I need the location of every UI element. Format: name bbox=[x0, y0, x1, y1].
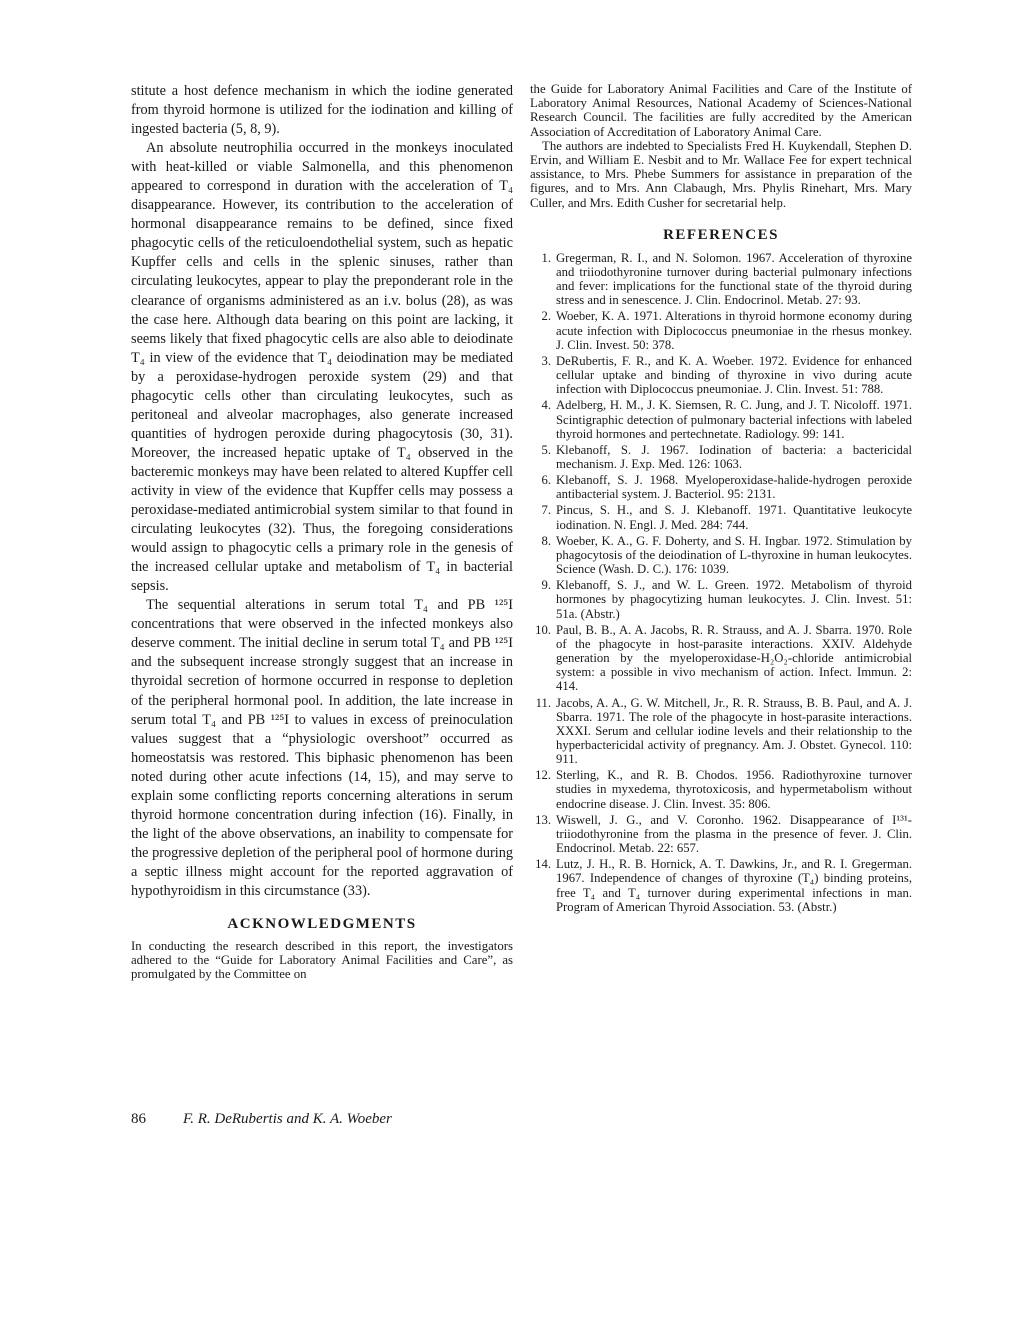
acknowledgments-thanks: The authors are indebted to Specialists Fred H. Kuykendall, Stephen D. Ervin, and William E. Nesbit and to Mr. Wallace Fee for expert technical assistance, to Mrs. Phebe Summers for assistance in preparation of the figures, and to Mrs. Ann Clabaugh, Mrs. Phylis Rinehart, Mrs. Mary Culler, and Mrs. Edith Cusher for secretarial help. bbox=[530, 138, 912, 210]
reference-number: 6. bbox=[541, 473, 551, 488]
reference-item bbox=[530, 623, 912, 694]
reference-number: 12. bbox=[535, 768, 551, 783]
right-column bbox=[530, 82, 912, 916]
reference-text: Klebanoff, S. J. 1967. Iodination of bacteria: a bactericidal mechanism. J. Exp. Med. 126: 1063. bbox=[556, 442, 912, 472]
reference-text: DeRubertis, F. R., and K. A. Woeber. 1972. Evidence for enhanced cellular uptake and binding of thyroxine in vivo during acute infection with Diplococcus pneumoniae. J. Clin. Invest. 51: 788. bbox=[556, 353, 912, 397]
reference-number: 14. bbox=[535, 857, 551, 872]
reference-text: Pincus, S. H., and S. J. Klebanoff. 1971. Quantitative leukocyte iodination. N. Engl. J. Med. 284: 744. bbox=[556, 503, 912, 532]
reference-text: Lutz, J. H., R. B. Hornick, A. T. Dawkins, Jr., and R. I. Gregerman. 1967. Independence of changes of thyroxine (T₄) binding proteins, free T₄ and T₄ turnover during experimental infections in man. Program of American Thyroid Association. 53. (Abstr.) bbox=[556, 857, 912, 914]
body-paragraph: An absolute neutrophilia occurred in the monkeys inoculated with heat-killed or viable Salmonella, and this phenomenon appeared to correspond in duration with the acceleration of T₄ disappearance. However, its contribution to the acceleration of hormonal disappearance remains to be defined, since fixed phagocytic cells of the reticuloendothelial system, such as hepatic Kupffer cells and cells in the splenic sinuses, rather than circulating leukocytes, appear to play the preponderant role in the clearance of organisms administered as an i.v. bolus (28), as was the case here. Although data bearing on this point are lacking, it seems likely that fixed phagocytic cells are also able to deiodinate T₄ in view of the evidence that T₄ deiodination may be mediated by a peroxidase-hydrogen peroxide system (29) and that phagocytic cells other than circulating leukocytes, such as peritoneal and alveolar macrophages, also generate increased quantities of hydrogen peroxide during phagocytosis (30, 31). Moreover, the increased hepatic uptake of T₄ observed in the bacteremic monkeys may have been related to altered Kupffer cell activity in view of the evidence that Kupffer cells may possess a peroxidase-mediated antimicrobial system similar to that found in circulating leukocytes (32). Thus, the foregoing considerations would assign to phagocytic cells a primary role in the genesis of the increased cellular uptake and metabolism of T₄ in bacterial sepsis. bbox=[131, 140, 513, 595]
acknowledgments-continued: the Guide for Laboratory Animal Facilities and Care of the Institute of Laboratory Animal Resources, National Academy of Sciences-National Research Council. The facilities are fully accredited by the American Association of Accreditation of Laboratory Animal Care. bbox=[530, 82, 912, 139]
references-heading: REFERENCES bbox=[663, 226, 779, 243]
reference-text: Woeber, K. A. 1971. Alterations in thyroid hormone economy during acute infection with Diplococcus pneumoniae in the rhesus monkey. J. Clin. Invest. 50: 378. bbox=[556, 309, 912, 352]
body-paragraph: The sequential alterations in serum total T₄ and PB ¹²⁵I concentrations that were observed in the infected monkeys also deserve comment. The initial decline in serum total T₄ and PB ¹²⁵I and the subsequent increase strongly suggest that an increase in thyroidal secretion of hormone occurred in response to depletion of the peripheral hormonal pool. In addition, the late increase in serum total T₄ and PB ¹²⁵I to values in excess of preinoculation values suggest that a “physiologic overshoot” occurred as homeostatsis was restored. This biphasic phenomenon has been noted during other acute infections (14, 15), and may serve to explain some conflicting reports concerning alterations in serum thyroid hormone concentration during infection (16). Finally, in the light of the above observations, an inability to compensate for the progressive depletion of the peripheral pool of hormone during a septic illness might account for the reported aggravation of hypothyroidism in this circumstance (33). bbox=[131, 597, 513, 899]
reference-item bbox=[530, 578, 912, 620]
reference-item bbox=[530, 813, 912, 855]
reference-text: Paul, B. B., A. A. Jacobs, R. R. Strauss, and A. J. Sbarra. 1970. Role of the phagocyte in host-parasite interactions. XXIV. Aldehyde generation by the myeloperoxidase-H₂O₂-chloride antimicrobial system: a possible in vivo mechanism of action. Infect. Immun. 2: 414. bbox=[556, 622, 912, 694]
reference-item bbox=[530, 354, 912, 396]
reference-number: 10. bbox=[535, 622, 551, 637]
reference-number: 4. bbox=[541, 398, 551, 413]
reference-text: Klebanoff, S. J., and W. L. Green. 1972. Metabolism of thyroid hormones by phagocytizing human leukocytes. J. Clin. Invest. 51: 51a. (Abstr.) bbox=[556, 578, 912, 621]
reference-number: 13. bbox=[535, 812, 551, 827]
reference-number: 7. bbox=[541, 503, 551, 518]
reference-item bbox=[530, 857, 912, 914]
reference-item bbox=[530, 534, 912, 576]
page-number: 86 bbox=[131, 1111, 146, 1127]
reference-item bbox=[530, 503, 912, 531]
reference-list bbox=[530, 251, 912, 914]
reference-text: Woeber, K. A., G. F. Doherty, and S. H. Ingbar. 1972. Stimulation by phagocytosis of the deiodination of L-thyroxine in human leukocytes. Science (Wash. D. C.). 176: 1039. bbox=[556, 533, 912, 577]
acknowledgments-text: In conducting the research described in this report, the investigators adhered to the “Guide for Laboratory Animal Facilities and Care”, as promulgated by the Committee on bbox=[131, 939, 513, 982]
reference-item bbox=[530, 473, 912, 501]
reference-number: 8. bbox=[541, 533, 551, 548]
reference-text: Gregerman, R. I., and N. Solomon. 1967. Acceleration of thyroxine and triiodothyronine turnover during bacterial pulmonary infections and fever: implications for the functional state of the thyroid during stress and in senescence. J. Clin. Endocrinol. Metab. 27: 93. bbox=[556, 250, 912, 308]
reference-number: 5. bbox=[541, 442, 551, 457]
body-paragraph: stitute a host defence mechanism in which the iodine generated from thyroid hormone is utilized for the iodination and killing of ingested bacteria (5, 8, 9). bbox=[131, 83, 513, 138]
reference-text: Wiswell, J. G., and V. Coronho. 1962. Disappearance of I¹³¹-triiodothyronine from the plasma in the presence of fever. J. Clin. Endocrinol. Metab. 22: 657. bbox=[556, 812, 912, 856]
reference-number: 2. bbox=[541, 309, 551, 324]
reference-text: Adelberg, H. M., J. K. Siemsen, R. C. Jung, and J. T. Nicoloff. 1971. Scintigraphic detection of pulmonary bacterial infections with labeled thyroid hormones and pertechnetate. Radiology. 99: 141. bbox=[556, 398, 912, 441]
reference-number: 3. bbox=[541, 353, 551, 368]
reference-item bbox=[530, 251, 912, 308]
reference-item bbox=[530, 398, 912, 440]
reference-number: 1. bbox=[541, 250, 551, 265]
reference-item bbox=[530, 696, 912, 767]
reference-text: Jacobs, A. A., G. W. Mitchell, Jr., R. R. Strauss, B. B. Paul, and A. J. Sbarra. 1971. The role of the phagocyte in host-parasite interactions. XXXI. Serum and cellular iodine levels and their relationship to the hyperbactericidal activity of pregnancy. Am. J. Obstet. Gynecol. 110: 911. bbox=[556, 695, 912, 767]
running-authors: F. R. DeRubertis and K. A. Woeber bbox=[183, 1111, 392, 1127]
acknowledgments-heading: ACKNOWLEDGMENTS bbox=[227, 916, 417, 933]
reference-text: Klebanoff, S. J. 1968. Myeloperoxidase-halide-hydrogen peroxide antibacterial system. J. Bacteriol. 95: 2131. bbox=[556, 473, 912, 502]
reference-number: 9. bbox=[541, 578, 551, 593]
reference-text: Sterling, K., and R. B. Chodos. 1956. Radiothyroxine turnover studies in myxedema, thyrotoxicosis, and hypermetabolism without endocrine disease. J. Clin. Invest. 35: 806. bbox=[556, 768, 912, 811]
left-column bbox=[131, 82, 513, 982]
reference-item bbox=[530, 768, 912, 810]
reference-item bbox=[530, 443, 912, 471]
page-footer bbox=[131, 1111, 392, 1128]
reference-number: 11. bbox=[535, 695, 551, 710]
reference-item bbox=[530, 309, 912, 351]
